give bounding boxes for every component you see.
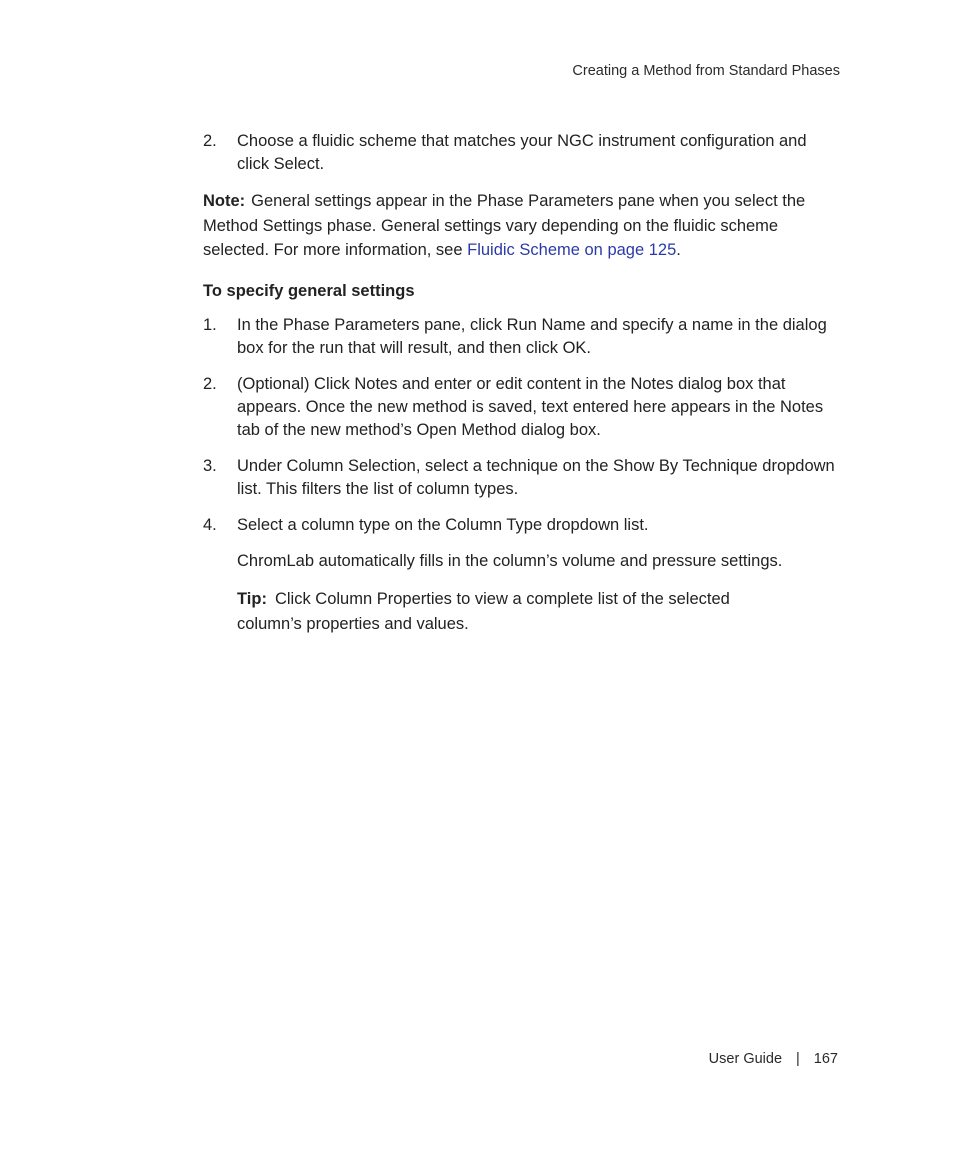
procedure-step-1 bbox=[203, 314, 843, 360]
note-label: Note: bbox=[203, 192, 246, 210]
tip-text: Click Column Properties to view a complete list of the selected column’s properties and values. bbox=[237, 589, 730, 633]
step-number: 1. bbox=[203, 315, 217, 334]
step-number: 2. bbox=[203, 374, 217, 393]
page-number: 167 bbox=[813, 1051, 838, 1067]
step-number: 2. bbox=[203, 132, 217, 150]
footer-separator: | bbox=[796, 1051, 800, 1067]
procedure-heading: To specify general settings bbox=[203, 281, 415, 300]
page-content bbox=[203, 130, 843, 637]
procedure-step-4 bbox=[203, 514, 843, 537]
procedure-step-2 bbox=[203, 373, 843, 442]
note-paragraph bbox=[203, 189, 813, 263]
step-text: Under Column Selection, select a technique on the Show By Technique dropdown list. This filters the list of column types. bbox=[237, 456, 835, 498]
tip-paragraph bbox=[237, 587, 797, 637]
note-text: General settings appear in the Phase Parameters pane when you select the Method Settings phase. General settings vary depending on the fluidic scheme selected. For more information, see bbox=[203, 192, 806, 259]
tip-label: Tip: bbox=[237, 589, 267, 608]
note-text-end: . bbox=[676, 241, 681, 259]
page-footer bbox=[709, 1051, 838, 1067]
step-text: Choose a fluidic scheme that matches your NGC instrument configuration and click Select. bbox=[237, 132, 807, 173]
step-number: 3. bbox=[203, 456, 217, 475]
running-header: Creating a Method from Standard Phases bbox=[572, 63, 840, 79]
step-text: Select a column type on the Column Type dropdown list. bbox=[237, 515, 649, 534]
step-text: (Optional) Click Notes and enter or edit content in the Notes dialog box that appears. Once the new method is saved, text entered here appears in the Notes tab of the new method’s Open Method dialog box. bbox=[237, 374, 824, 439]
footer-guide-label: User Guide bbox=[708, 1051, 783, 1067]
result-paragraph: ChromLab automatically fills in the column’s volume and pressure settings. bbox=[237, 551, 783, 570]
step-text: In the Phase Parameters pane, click Run Name and specify a name in the dialog box for the run that will result, and then click OK. bbox=[237, 315, 827, 357]
procedure-step-3 bbox=[203, 455, 843, 501]
intro-step bbox=[203, 130, 843, 176]
fluidic-scheme-link[interactable]: Fluidic Scheme on page 125 bbox=[467, 241, 677, 259]
step-number: 4. bbox=[203, 515, 217, 534]
